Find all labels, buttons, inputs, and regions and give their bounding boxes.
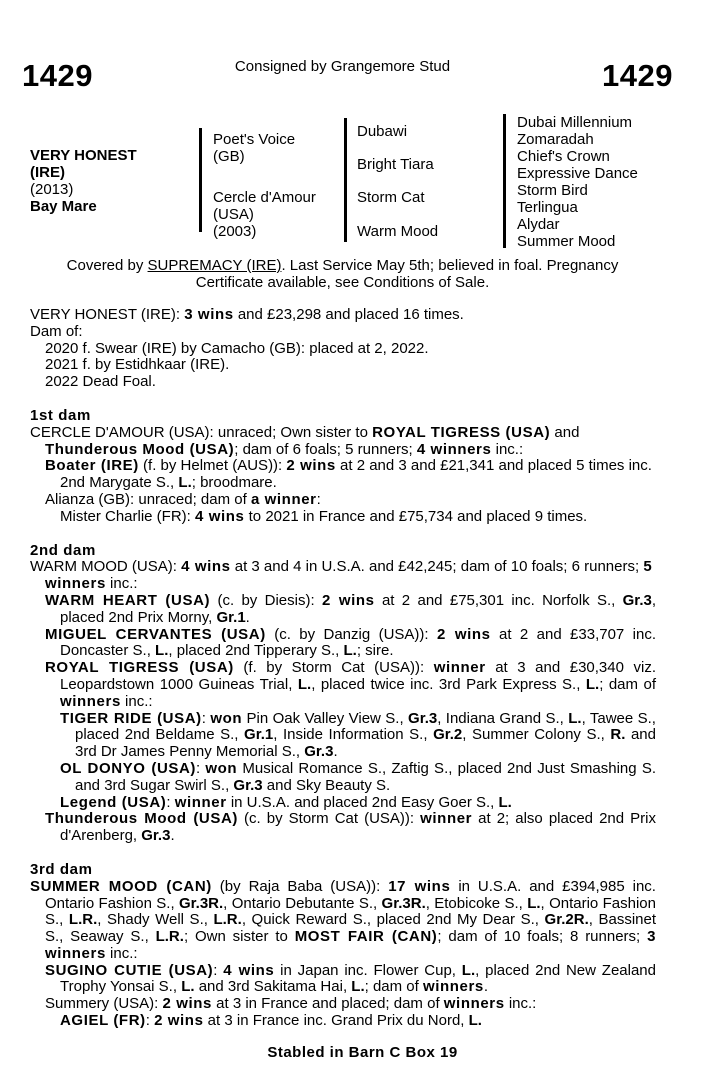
progeny-entry: TIGER RIDE (USA): won Pin Oak Valley View S., Gr.3, Indiana Grand S., L., Tawee S., placed 2nd Beldame S., Gr.1, Inside Information S., Gr.2, Summer Colony S., R. and 3rd Dr James Penny Memorial S., Gr.3. bbox=[60, 709, 656, 761]
section-heading-2nd-dam: 2nd dam bbox=[30, 541, 96, 559]
progeny-entry: SUGINO CUTIE (USA): 4 wins in Japan inc. Flower Cup, L., placed 2nd New Zealand Trophy Yonsai S., L. and 3rd Sakitama Hai, L.; dam of winners. bbox=[45, 961, 656, 996]
consignor-line: Consigned by Grangemore Stud bbox=[234, 58, 451, 75]
section-heading-1st-dam: 1st dam bbox=[30, 406, 91, 424]
progeny-item: 2021 f. by Estidhkaar (IRE). bbox=[45, 356, 230, 374]
pedigree-divider-3 bbox=[503, 114, 506, 248]
race-record: VERY HONEST (IRE): 3 wins and £23,298 and placed 16 times. bbox=[30, 306, 464, 323]
progeny-entry: ROYAL TIGRESS (USA) (f. by Storm Cat (USA)): winner at 3 and £30,340 viz. Leopardstown 1000 Guineas Trial, L., placed twice inc. 3rd Park Express S., L.; dam of winners inc.: bbox=[45, 659, 656, 710]
pedigree-divider-1 bbox=[199, 128, 202, 232]
pedigree-sire: Poet's Voice (GB) bbox=[213, 131, 296, 165]
stabling-footer: Stabled in Barn C Box 19 bbox=[267, 1044, 458, 1061]
covering-note: Covered by SUPREMACY (IRE). Last Service May 5th; believed in foal. Pregnancy Certificate available, see Conditions of Sale. bbox=[66, 257, 619, 291]
third-dam-text: SUMMER MOOD (CAN) (by Raja Baba (USA)): 17 wins in U.S.A. and £394,985 inc. Ontario Fashion S., Gr.3R., Ontario Debutante S., Gr.3R., Etobicoke S., L., Ontario Fashion S., L.R., Shady Well S., L.R., Quick Reward S., placed 2nd My Dear S., Gr.2R., Bassinet S., Seaway S., L.R.; Own sister to MOST FAIR (CAN); dam of 10 foals; 8 runners; 3 winners inc.: bbox=[30, 877, 657, 962]
horse-year: (2013) bbox=[30, 181, 74, 198]
progeny-item: 2022 Dead Foal. bbox=[45, 373, 156, 391]
horse-origin: (IRE) bbox=[30, 164, 65, 181]
lot-number-right: 1429 bbox=[602, 58, 673, 93]
progeny-entry: Alianza (GB): unraced; dam of a winner: bbox=[45, 490, 321, 508]
pedigree-gp-3: Storm Cat bbox=[357, 189, 425, 206]
pedigree-gp-1: Dubawi bbox=[357, 123, 408, 140]
second-dam-text: WARM MOOD (USA): 4 wins at 3 and 4 in U.S.A. and £42,245; dam of 10 foals; 6 runners; 5 winners inc.: bbox=[30, 558, 653, 593]
progeny-entry: MIGUEL CERVANTES (USA) (c. by Danzig (USA)): 2 wins at 2 and £33,707 inc. Doncaster S., L., placed 2nd Tipperary S., L.; sire. bbox=[45, 625, 656, 660]
horse-sex: Bay Mare bbox=[30, 198, 97, 215]
progeny-entry: Thunderous Mood (USA) (c. by Storm Cat (USA)): winner at 2; also placed 2nd Prix d'Arenberg, Gr.3. bbox=[45, 810, 656, 845]
section-heading-3rd-dam: 3rd dam bbox=[30, 860, 93, 878]
pedigree-divider-2 bbox=[344, 118, 347, 242]
progeny-item: 2020 f. Swear (IRE) by Camacho (GB): placed at 2, 2022. bbox=[45, 339, 429, 357]
progeny-entry: Legend (USA): winner in U.S.A. and placed 2nd Easy Goer S., L. bbox=[60, 793, 512, 811]
progeny-entry: WARM HEART (USA) (c. by Diesis): 2 wins at 2 and £75,301 inc. Norfolk S., Gr.3, placed 2nd Prix Morny, Gr.1. bbox=[45, 591, 656, 626]
lot-number-left: 1429 bbox=[22, 58, 93, 93]
progeny-entry: AGIEL (FR): 2 wins at 3 in France inc. Grand Prix du Nord, L. bbox=[60, 1012, 482, 1030]
first-dam-text: CERCLE D'AMOUR (USA): unraced; Own sister to ROYAL TIGRESS (USA) and Thunderous Mood (USA); dam of 6 foals; 5 runners; 4 winners inc.: bbox=[30, 423, 580, 458]
horse-name: VERY HONEST bbox=[30, 147, 137, 164]
pedigree-gp-4: Warm Mood bbox=[357, 223, 439, 240]
horse-summary bbox=[30, 147, 137, 215]
covering-stallion-link[interactable]: SUPREMACY (IRE) bbox=[147, 257, 282, 274]
progeny-entry: Summery (USA): 2 wins at 3 in France and placed; dam of winners inc.: bbox=[45, 995, 537, 1013]
catalogue-body: VERY HONEST (IRE): 3 wins and £23,298 and placed 16 times. Dam of: 2020 f. Swear (IRE) by Camacho (GB): placed at 2, 2022. 2021 f. by Estidhkaar (IRE). 2022 Dead Foal. 1st dam CERCLE D'AMOUR (USA): unraced; Own sister to ROYAL TIGRESS (USA) and Thunderous Mood (USA); dam of 6 foals; 5 runners; 4 winners inc.: Boater (IRE) (f. by Helmet (AUS)): 2 wins at 2 and 3 and £21,341 and placed 5 times inc. 2nd Marygate S., L.; broodmare. Alianza (GB): unraced; dam of a winner: Mister Charlie (FR): 4 wins to 2021 in France and £75,734 and placed 9 times. 2nd dam WARM MOOD (USA): 4 wins at 3 and 4 in U.S.A. and £42,245; dam of 10 foals; 6 runners; 5 winners inc.: WARM HEART (USA) (c. by Diesis): 2 wins at 2 and £75,301 inc. Norfolk S., Gr.3, placed 2nd Prix Morny, Gr.1. MIGUEL CERVANTES (USA) (c. by Danzig (USA)): 2 wins at 2 and £33,707 inc. Doncaster S., L., placed 2nd Tipperary S., L.; sire. ROYAL TIGRESS (USA) (f. by Storm Cat (USA)): winner at 3 and £30,340 viz. Leopardstown 1000 Guineas Trial, L., placed twice inc. 3rd Park Express S., L.; dam of winners inc.: TIGER RIDE (USA): won Pin Oak Valley View S., Gr.3, Indiana Grand S., L., Tawee S., placed 2nd Beldame S., Gr.1, Inside Information S., Gr.2, Summer Colony S., R. and 3rd Dr James Penny Memorial S., Gr.3. OL DONYO (USA): won Musical Romance S., Zaftig S., placed 2nd Just Smashing S. and 3rd Sugar Swirl S., Gr.3 and Sky Beauty S. Legend (USA): winner in U.S.A. and placed 2nd Easy Goer S., L. Thunderous Mood (USA) (c. by Storm Cat (USA)): winner at 2; also placed 2nd Prix d'Arenberg, Gr.3. 3rd dam SUMMER MOOD (CAN) (by Raja Baba (USA)): 17 wins in U.S.A. and £394,985 inc. Ontario Fashion S., Gr.3R., Ontario Debutante S., Gr.3R., Etobicoke S., L., Ontario Fashion S., L.R., Shady Well S., L.R., Quick Reward S., placed 2nd My Dear S., Gr.2R., Bassinet S., Seaway S., L.R.; Own sister to MOST FAIR (CAN); dam of 10 foals; 8 runners; 3 winners inc.: SUGINO CUTIE (USA): 4 wins in Japan inc. Flower Cup, L., placed 2nd New Zealand Trophy Yonsai S., L. and 3rd Sakitama Hai, L.; dam of winners. Summery (USA): 2 wins at 3 in France and placed; dam of winners inc.: AGIEL (FR): 2 wins at 3 in France inc. Grand Prix du Nord, L. bbox=[30, 306, 657, 1030]
progeny-entry: OL DONYO (USA): won Musical Romance S., Zaftig S., placed 2nd Just Smashing S. and 3rd Sugar Swirl S., Gr.3 and Sky Beauty S. bbox=[60, 759, 656, 794]
progeny-entry: Mister Charlie (FR): 4 wins to 2021 in France and £75,734 and placed 9 times. bbox=[60, 507, 588, 525]
pedigree-gp-2: Bright Tiara bbox=[357, 156, 434, 173]
pedigree-dam: Cercle d'Amour (USA) (2003) bbox=[213, 189, 316, 240]
progeny-entry: Boater (IRE) (f. by Helmet (AUS)): 2 wins at 2 and 3 and £21,341 and placed 5 times inc. 2nd Marygate S., L.; broodmare. bbox=[45, 457, 652, 492]
pedigree-great-grandparents: Dubai Millennium Zomaradah Chief's Crown Expressive Dance Storm Bird Terlingua Alydar Summer Mood bbox=[517, 114, 638, 250]
